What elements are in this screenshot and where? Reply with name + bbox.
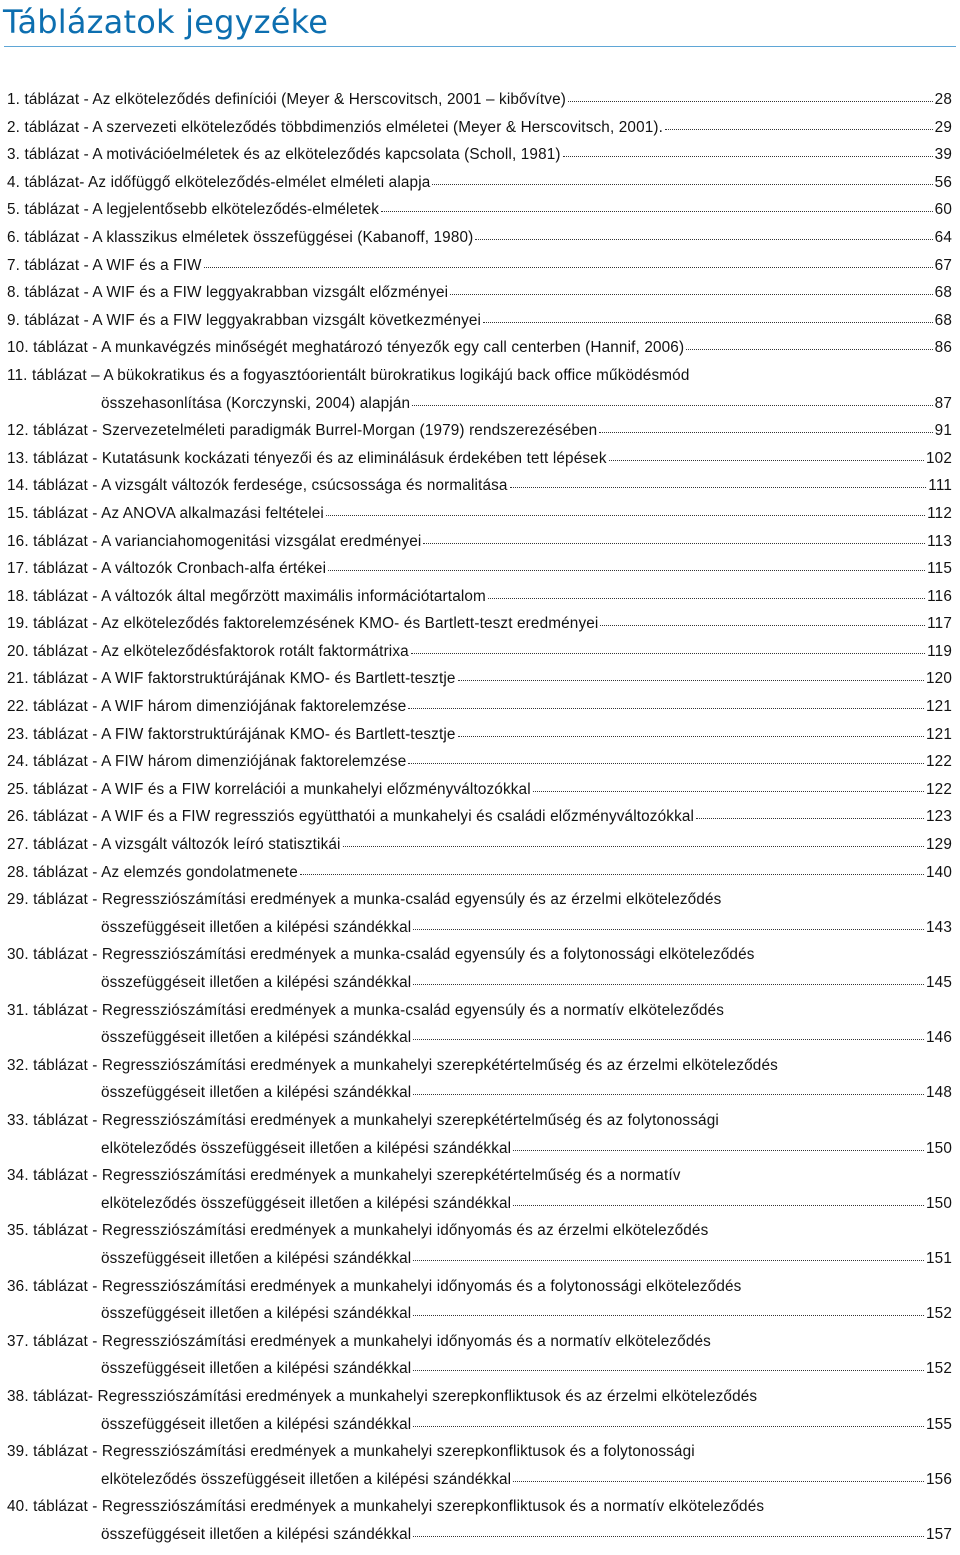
toc-entry-line [0,224,960,252]
toc-entry[interactable] [0,417,960,445]
toc-entry[interactable] [0,1493,960,1548]
toc-entry-title-continuation: elköteleződés összefüggéseit illetően a kilépési szándékkal [101,1470,512,1488]
toc-entry-line [0,583,960,611]
toc-entry-page-number: 112 [927,504,952,522]
dot-leader [408,708,924,709]
toc-entry[interactable] [0,555,960,583]
toc-entry-line [0,748,960,776]
toc-entry-title: 7. táblázat - A WIF és a FIW [7,256,202,274]
toc-entry-title: 25. táblázat - A WIF és a FIW korrelációi a munkahelyi előzményváltozókkal [7,780,531,798]
toc-entry-title: 24. táblázat - A FIW három dimenziójának faktorelemzése [7,753,407,771]
toc-entry-page-number: 140 [926,863,952,881]
toc-entry-title: 18. táblázat - A változók által megőrzött maximális információtartalom [7,587,486,605]
toc-entry-line [0,1438,960,1466]
toc-entry-page-number: 87 [934,394,952,412]
dot-leader [412,405,933,406]
toc-entry-line [0,1273,960,1301]
toc-entry-line [0,969,960,997]
dot-leader [533,791,924,792]
toc-entry-title: 5. táblázat - A legjelentősebb elköteleződés-elméletek [7,201,380,219]
toc-entry-title-continuation: összefüggéseit illetően a kilépési szándékkal [101,1360,412,1378]
toc-entry-line [0,1383,960,1411]
page-header [0,0,960,48]
dot-leader [343,846,924,847]
toc-entry[interactable] [0,169,960,197]
toc-entry[interactable] [0,1328,960,1383]
toc-entry-title: 22. táblázat - A WIF három dimenziójának faktorelemzése [7,698,407,716]
toc-entry-page-number: 123 [926,808,952,826]
toc-entry-title: 23. táblázat - A FIW faktorstruktúrájának KMO- és Bartlett-tesztje [7,725,456,743]
toc-entry[interactable] [0,141,960,169]
dot-leader [423,543,925,544]
toc-entry[interactable] [0,224,960,252]
toc-entry-title: 36. táblázat - Regressziószámítási eredmények a munkahelyi időnyomás és a folytonossági elköteleződés [7,1277,742,1295]
dot-leader [413,1370,924,1371]
toc-entry[interactable] [0,472,960,500]
toc-entry-title-continuation: összefüggéseit illetően a kilépési szándékkal [101,1525,412,1543]
toc-entry-line [0,859,960,887]
toc-entry-page-number: 56 [934,173,952,191]
toc-entry-title: 39. táblázat - Regressziószámítási eredmények a munkahelyi szerepkonfliktusok és a folytonossági [7,1443,695,1461]
toc-entry-line [0,307,960,335]
toc-entry[interactable] [0,114,960,142]
dot-leader [609,460,924,461]
toc-entry-line [0,1355,960,1383]
toc-entry[interactable] [0,445,960,473]
toc-entry-page-number: 67 [934,256,952,274]
toc-entry-line [0,1300,960,1328]
toc-entry[interactable] [0,610,960,638]
toc-entry-line [0,334,960,362]
toc-entry-line [0,279,960,307]
toc-entry-page-number: 116 [927,587,952,605]
toc-entry[interactable] [0,776,960,804]
dot-leader [568,101,933,102]
toc-entry-line [0,721,960,749]
dot-leader [411,653,925,654]
toc-entry-line [0,1493,960,1521]
dot-leader [413,1039,924,1040]
toc-entry-page-number: 115 [927,560,952,578]
dot-leader [510,487,927,488]
dot-leader [458,736,924,737]
dot-leader [408,763,924,764]
toc-entry-title: 3. táblázat - A motivációelméletek és az elköteleződés kapcsolata (Scholl, 1981) [7,146,561,164]
toc-entry-line [0,1521,960,1549]
dot-leader [513,1150,924,1151]
toc-entry-page-number: 151 [926,1249,952,1267]
toc-entry-line [0,776,960,804]
toc-entry-title: 31. táblázat - Regressziószámítási eredmények a munka-család egyensúly és a normatív elköteleződés [7,1001,725,1019]
dot-leader [328,570,925,571]
page-title: Táblázatok jegyzéke [3,3,329,41]
toc-entry[interactable] [0,1162,960,1217]
dot-leader [599,432,932,433]
dot-leader [665,129,933,130]
toc-entry[interactable] [0,500,960,528]
toc-entry-title: 13. táblázat - Kutatásunk kockázati tényezői és az eliminálásuk érdekében tett lépések [7,449,607,467]
toc-entry[interactable] [0,528,960,556]
dot-leader [381,211,933,212]
toc-entry[interactable] [0,362,960,417]
toc-entry-line [0,114,960,142]
toc-entry-page-number: 121 [926,725,952,743]
toc-entry-page-number: 146 [926,1029,952,1047]
toc-entry-page-number: 145 [926,974,952,991]
toc-entry-line [0,196,960,224]
toc-entry-title: 38. táblázat- Regressziószámítási eredmények a munkahelyi szerepkonfliktusok és az érzelmi elköteleződés [7,1387,758,1405]
dot-leader [563,156,933,157]
toc-entry-title: 6. táblázat - A klasszikus elméletek összefüggései (Kabanoff, 1980) [7,228,474,246]
toc-entry[interactable] [0,334,960,362]
toc-entry-line [0,141,960,169]
dot-leader [432,184,932,185]
toc-entry-title: 11. táblázat – A bükokratikus és a fogyasztóorientált bürokratikus logikájú back office működésmód [7,366,690,384]
dot-leader [413,984,924,985]
toc-entry-line [0,941,960,969]
toc-entry[interactable] [0,638,960,666]
toc-entry-title-continuation: összefüggéseit illetően a kilépési szándékkal [101,974,412,991]
toc-entry-page-number: 68 [934,284,952,302]
toc-entry-line [0,252,960,280]
toc-entry-title: 28. táblázat - Az elemzés gondolatmenete [7,863,298,881]
dot-leader [600,625,925,626]
toc-entry-line [0,1328,960,1356]
toc-entry-title: 19. táblázat - Az elköteleződés faktorelemzésének KMO- és Bartlett-teszt eredményei [7,615,599,633]
toc-entry[interactable] [0,196,960,224]
toc-entry[interactable] [0,859,960,887]
dot-leader [488,598,925,599]
toc-entry[interactable] [0,86,960,114]
toc-entry-line [0,417,960,445]
toc-entry-title: 12. táblázat - Szervezetelméleti paradigmák Burrel-Morgan (1979) rendszerezésében [7,422,598,440]
toc-entry-title-continuation: összefüggéseit illetően a kilépési szándékkal [101,918,412,936]
toc-entry-title-continuation: összefüggéseit illetően a kilépési szándékkal [101,1029,412,1047]
toc-entry-line [0,1190,960,1218]
toc-entry-title: 4. táblázat- Az időfüggő elköteleződés-elmélet elméleti alapja [7,173,431,191]
toc-entry-page-number: 150 [926,1139,952,1157]
toc-entry-line [0,1162,960,1190]
dot-leader [686,349,932,350]
toc-entry-line [0,638,960,666]
toc-entry-title: 26. táblázat - A WIF és a FIW regressziós együtthatói a munkahelyi és családi előzményváltozókkal [7,808,695,826]
toc-entry-title: 2. táblázat - A szervezeti elköteleződés többdimenziós elméletei (Meyer & Herscovitsch, 2001). [7,118,664,136]
toc-entry-line [0,1245,960,1273]
dot-leader [450,294,932,295]
toc-entry[interactable] [0,748,960,776]
toc-entry-page-number: 111 [928,477,952,495]
toc-entry-line [0,1052,960,1080]
toc-entry-line [0,1024,960,1052]
dot-leader [413,1260,924,1261]
toc-entry[interactable] [0,1217,960,1272]
toc-entry[interactable] [0,279,960,307]
toc-entry-page-number: 113 [927,532,952,550]
table-of-tables-list [0,86,960,1548]
toc-entry-title: 16. táblázat - A varianciahomogenitási vizsgálat eredményei [7,532,422,550]
toc-entry-title-continuation: összefüggéseit illetően a kilépési szándékkal [101,1249,412,1267]
toc-entry-page-number: 28 [934,91,952,108]
toc-entry[interactable] [0,693,960,721]
toc-entry-line [0,86,960,114]
toc-entry[interactable] [0,583,960,611]
toc-entry[interactable] [0,665,960,693]
toc-entry[interactable] [0,1273,960,1328]
toc-entry[interactable] [0,941,960,996]
toc-entry-title: 8. táblázat - A WIF és a FIW leggyakrabban vizsgált előzményei [7,284,449,302]
toc-entry-title-continuation: összehasonlítása (Korczynski, 2004) alapján [101,394,411,412]
dot-leader [413,1426,924,1427]
toc-entry-title: 40. táblázat - Regressziószámítási eredmények a munkahelyi szerepkonfliktusok és a normatív elköteleződés [7,1498,765,1516]
toc-entry-page-number: 64 [934,228,952,246]
dot-leader [458,680,924,681]
dot-leader [475,239,932,240]
title-underline [4,46,956,47]
dot-leader [413,1094,924,1095]
dot-leader [413,929,924,930]
toc-entry-line [0,914,960,942]
toc-entry-page-number: 119 [927,642,952,660]
toc-entry-page-number: 155 [926,1415,952,1433]
toc-entry-title: 17. táblázat - A változók Cronbach-alfa értékei [7,560,327,578]
toc-entry[interactable] [0,721,960,749]
toc-entry-page-number: 117 [927,615,952,633]
toc-entry-line [0,1107,960,1135]
toc-entry-line [0,1411,960,1439]
toc-entry-line [0,528,960,556]
toc-entry[interactable] [0,252,960,280]
dot-leader [483,322,933,323]
toc-entry-line [0,1466,960,1494]
toc-entry-line [0,169,960,197]
toc-entry-title: 20. táblázat - Az elköteleződésfaktorok rotált faktormátrixa [7,642,409,660]
toc-entry-page-number: 121 [926,698,952,716]
toc-entry-page-number: 157 [926,1525,952,1543]
toc-entry-page-number: 152 [926,1305,952,1323]
toc-entry[interactable] [0,886,960,941]
dot-leader [300,874,924,875]
toc-entry-page-number: 120 [926,670,952,688]
toc-entry-title: 14. táblázat - A vizsgált változók ferdesége, csúcsossága és normalitása [7,477,508,495]
toc-entry[interactable] [0,803,960,831]
toc-entry[interactable] [0,1052,960,1107]
toc-entry-title-continuation: összefüggéseit illetően a kilépési szándékkal [101,1084,412,1102]
toc-entry-page-number: 60 [934,201,952,219]
toc-entry-title: 37. táblázat - Regressziószámítási eredmények a munkahelyi időnyomás és a normatív elköteleződés [7,1332,711,1350]
toc-entry-line [0,831,960,859]
dot-leader [413,1536,924,1537]
toc-entry-title-continuation: elköteleződés összefüggéseit illetően a kilépési szándékkal [101,1139,512,1157]
toc-entry-line [0,390,960,418]
toc-entry-title: 9. táblázat - A WIF és a FIW leggyakrabban vizsgált következményei [7,311,482,329]
toc-entry-title: 21. táblázat - A WIF faktorstruktúrájának KMO- és Bartlett-tesztje [7,670,456,688]
toc-entry[interactable] [0,831,960,859]
toc-entry-title: 1. táblázat - Az elköteleződés definíciói (Meyer & Herscovitsch, 2001 – kibővítve) [7,91,566,108]
toc-entry-title: 27. táblázat - A vizsgált változók leíró statisztikái [7,836,341,854]
toc-entry-title-continuation: összefüggéseit illetően a kilépési szándékkal [101,1415,412,1433]
toc-entry-title-continuation: elköteleződés összefüggéseit illetően a kilépési szándékkal [101,1194,512,1212]
toc-entry-line [0,1217,960,1245]
toc-entry[interactable] [0,1383,960,1438]
toc-entry-page-number: 152 [926,1360,952,1378]
toc-entry[interactable] [0,997,960,1052]
toc-entry-page-number: 86 [934,339,952,357]
toc-entry-page-number: 122 [926,780,952,798]
toc-entry[interactable] [0,1107,960,1162]
toc-entry-page-number: 102 [926,449,952,467]
toc-entry-line [0,610,960,638]
toc-entry-page-number: 150 [926,1194,952,1212]
toc-entry-page-number: 143 [926,918,952,936]
toc-entry-page-number: 122 [926,753,952,771]
toc-entry-line [0,555,960,583]
toc-entry-page-number: 29 [934,118,952,136]
toc-entry-line [0,803,960,831]
toc-entry-title: 32. táblázat - Regressziószámítási eredmények a munkahelyi szerepkétértelműség és az érzelmi elköteleződés [7,1056,778,1074]
toc-entry-title: 35. táblázat - Regressziószámítási eredmények a munkahelyi időnyomás és az érzelmi elköteleződés [7,1222,709,1240]
toc-entry[interactable] [0,1438,960,1493]
toc-entry-line [0,997,960,1025]
toc-entry-line [0,886,960,914]
toc-entry[interactable] [0,307,960,335]
dot-leader [513,1481,924,1482]
toc-entry-line [0,362,960,390]
toc-entry-line [0,1079,960,1107]
toc-entry-line [0,1135,960,1163]
toc-entry-page-number: 68 [934,311,952,329]
toc-entry-title: 30. táblázat - Regressziószámítási eredmények a munka-család egyensúly és a folytonossági elköteleződés [7,946,755,964]
toc-entry-title: 33. táblázat - Regressziószámítási eredmények a munkahelyi szerepkétértelműség és az folytonossági [7,1111,719,1129]
toc-entry-line [0,445,960,473]
toc-entry-title-continuation: összefüggéseit illetően a kilépési szándékkal [101,1305,412,1323]
toc-entry-line [0,665,960,693]
dot-leader [696,818,924,819]
toc-entry-line [0,693,960,721]
toc-entry-title: 34. táblázat - Regressziószámítási eredmények a munkahelyi szerepkétértelműség és a normatív [7,1167,681,1185]
toc-entry-line [0,472,960,500]
toc-entry-line [0,500,960,528]
toc-entry-title: 10. táblázat - A munkavégzés minőségét meghatározó tényezők egy call centerben (Hannif, 2006) [7,339,685,357]
dot-leader [326,515,925,516]
dot-leader [513,1205,924,1206]
toc-entry-page-number: 148 [926,1084,952,1102]
dot-leader [413,1315,924,1316]
toc-entry-title: 29. táblázat - Regressziószámítási eredmények a munka-család egyensúly és az érzelmi elköteleződés [7,891,722,909]
toc-entry-page-number: 39 [934,146,952,164]
toc-entry-page-number: 156 [926,1470,952,1488]
toc-entry-page-number: 129 [926,836,952,854]
dot-leader [204,267,933,268]
toc-entry-title: 15. táblázat - Az ANOVA alkalmazási feltételei [7,504,324,522]
toc-entry-page-number: 91 [934,422,952,440]
